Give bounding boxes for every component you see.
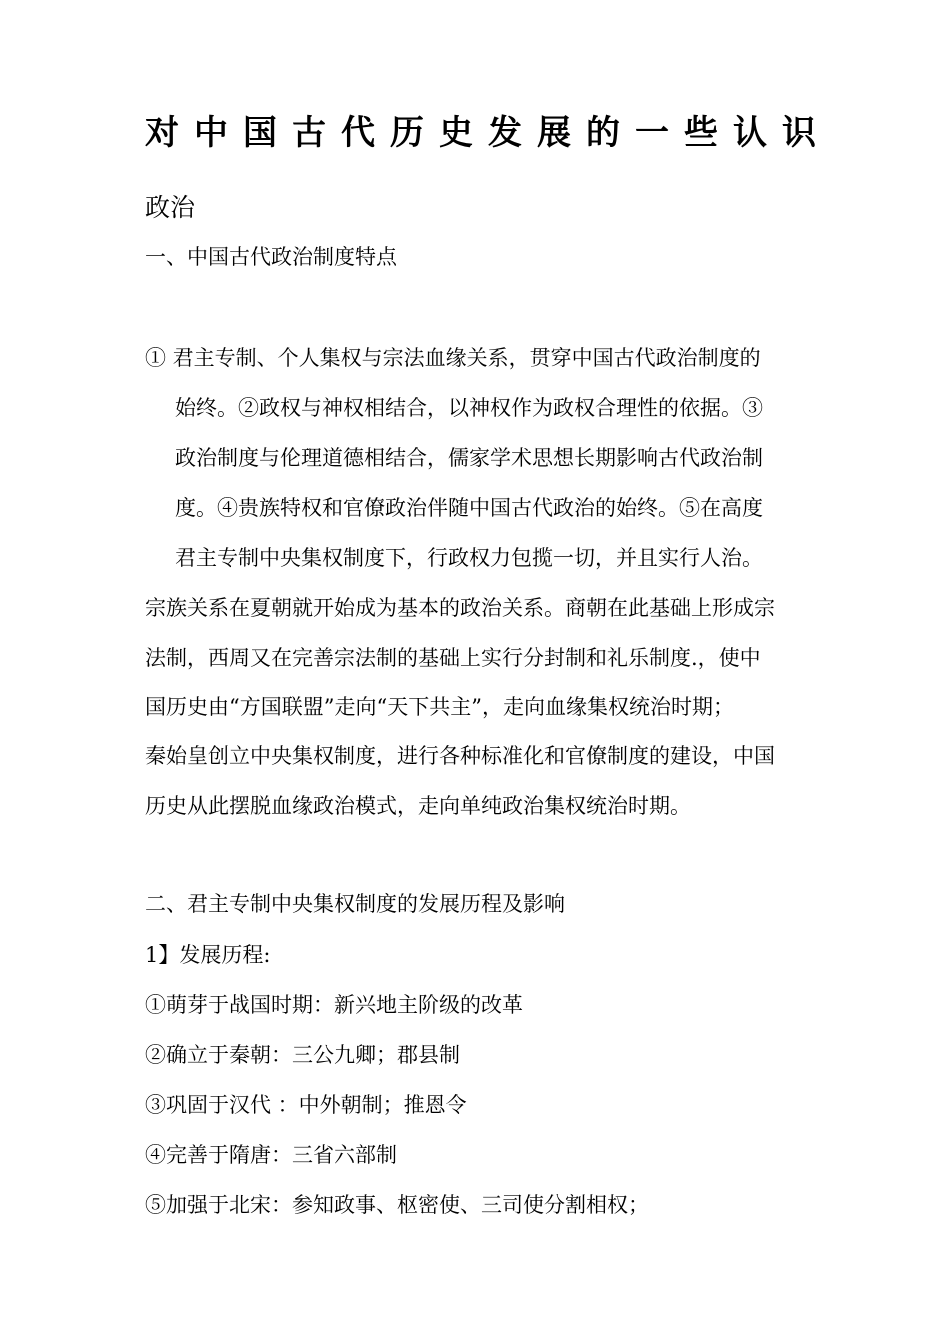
subheading-political-features: 一、中国古代政治制度特点 <box>145 245 397 269</box>
paragraph-line: 法制，西周又在完善宗法制的基础上实行分封制和礼乐制度.，使中 <box>145 646 761 670</box>
section-heading: 政治 <box>145 193 196 222</box>
process-label: 1】发展历程: <box>145 943 271 967</box>
process-item: ⑤加强于北宋：参知政事、枢密使、三司使分割相权； <box>145 1193 649 1217</box>
paragraph-line: 宗族关系在夏朝就开始成为基本的政治关系。商朝在此基础上形成宗 <box>145 596 775 620</box>
process-item: ③巩固于汉代 ：中外朝制；推恩令 <box>145 1093 467 1117</box>
process-item: ②确立于秦朝：三公九卿；郡县制 <box>145 1043 460 1067</box>
process-item: ④完善于隋唐：三省六部制 <box>145 1143 397 1167</box>
points-line: ① 君主专制、个人集权与宗法血缘关系，贯穿中国古代政治制度的 <box>145 346 761 370</box>
subheading-development: 二、君主专制中央集权制度的发展历程及影响 <box>145 892 565 916</box>
points-line: 始终。②政权与神权相结合，以神权作为政权合理性的依据。③ <box>175 396 763 420</box>
paragraph-line: 国历史由“方国联盟”走向“天下共主”，走向血缘集权统治时期； <box>145 695 734 719</box>
points-line: 君主专制中央集权制度下，行政权力包揽一切，并且实行人治。 <box>175 546 763 570</box>
process-item: ①萌芽于战国时期：新兴地主阶级的改革 <box>145 993 523 1017</box>
paragraph-line: 历史从此摆脱血缘政治模式，走向单纯政治集权统治时期。 <box>145 794 691 818</box>
points-line: 度。④贵族特权和官僚政治伴随中国古代政治的始终。⑤在高度 <box>175 496 763 520</box>
paragraph-line: 秦始皇创立中央集权制度，进行各种标准化和官僚制度的建设，中国 <box>145 744 775 768</box>
points-line: 政治制度与伦理道德相结合，儒家学术思想长期影响古代政治制 <box>175 446 763 470</box>
document-title: 对中国古代历史发展的一些认识 <box>145 113 831 153</box>
